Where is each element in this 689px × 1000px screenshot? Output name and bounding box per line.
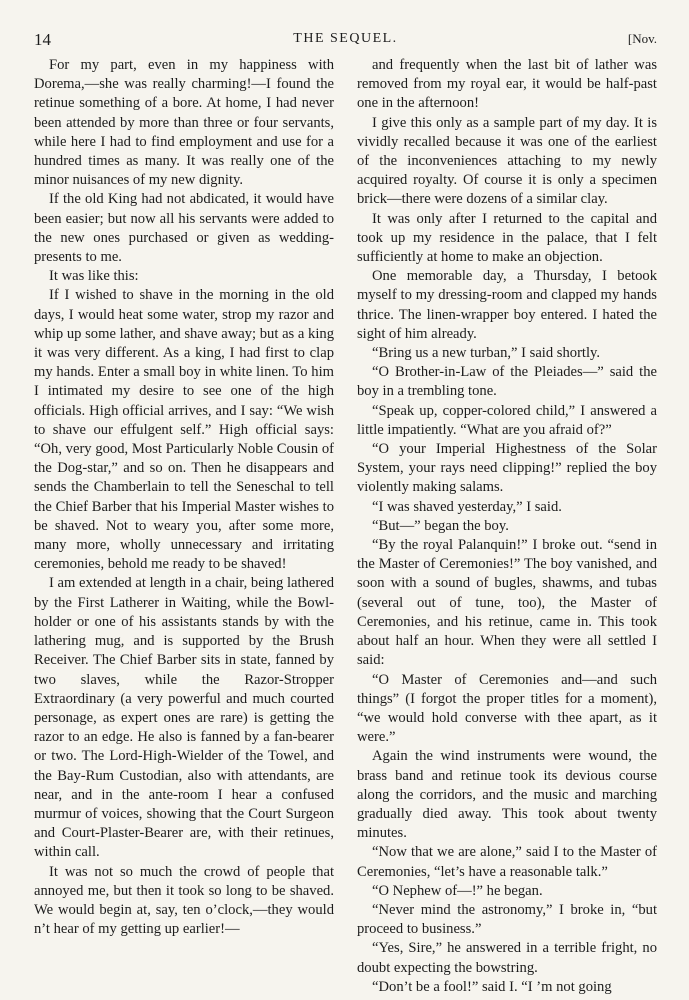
journal-title: THE SEQUEL. <box>293 31 398 46</box>
paragraph: Again the wind instruments were wound, the brass band and retinue took its devious course along the corridors, and the music and marching gradually died away. This took about twenty minutes. <box>357 748 657 842</box>
paragraph: One memorable day, a Thursday, I betook myself to my dressing-room and clapped my hands thrice. The linen-wrapper boy entered. I hated the sight of him already. <box>357 268 657 342</box>
paragraph: If the old King had not abdicated, it would have been easier; but now all his servants were added to the new ones purchased or given as wedding-presents to me. <box>34 191 334 266</box>
paragraph: “Don’t be a fool!” said I. “I ’m not going <box>372 978 612 995</box>
paragraph: “I was shaved yesterday,” I said. <box>372 498 562 515</box>
paragraph: “But—” began the boy. <box>372 517 509 534</box>
paragraph: and frequently when the last bit of lather was removed from my royal ear, it would be half-past one in the afternoon! <box>357 57 657 112</box>
paragraph: If I wished to shave in the morning in the old days, I would heat some water, strop my razor and whip up some lather, and shave away; but as a king it was very different. As a king, I had first to clap my hands. Enter a small boy in white linen. To him I intimated my desire to see one of the high officials. High official arrives, and I say: “We wish to shave our effulgent self.” High official says: “Oh, very good, Most Particularly Noble Cousin of the Dog-star,” and so on. Then he disappears and sends the Chamberlain to tell the Seneschal to tell the Chief Barber that his Imperial Master wishes to be shaved. Not to weary you, after some more, many more, wholly unnecessary and irritating ceremonies, behold me ready to be shaved! <box>34 287 334 573</box>
paragraph: I give this only as a sample part of my day. It is vividly recalled because it was one of the earliest of the inconveniences attaching to my newly acquired royalty. Of course it is only a specimen brick—there were dozens of a similar clay. <box>357 114 657 208</box>
paragraph: It was only after I returned to the capital and took up my residence in the palace, that I felt sufficiently at home to make an objection. <box>357 210 657 266</box>
text-columns <box>34 56 657 997</box>
paragraph: “Yes, Sire,” he answered in a terrible fright, no doubt expecting the bowstring. <box>357 940 657 976</box>
page-number: 14 <box>34 30 51 49</box>
running-head <box>34 26 657 56</box>
issue-month: [Nov. <box>627 31 657 46</box>
paragraph: “O Master of Ceremonies and—and such things” (I forgot the proper titles for a moment), “we would hold converse with thee apart, as it were.” <box>357 671 657 746</box>
paragraph: “Speak up, copper-colored child,” I answered a little impatiently. “What are you afraid of?” <box>357 402 657 438</box>
paragraph: “O Brother-in-Law of the Pleiades—” said the boy in a trembling tone. <box>357 364 657 400</box>
paragraph: I am extended at length in a chair, being lathered by the First Latherer in Waiting, while the Bowl-holder or one of his assistants stands by with the lathering mug, and is supported by the Brush Receiver. The Chief Barber sits in state, fanned by two slaves, while the Razor-Stropper Extraordinary (a very powerful and much courted personage, as expert ones are rare) is getting the razor to an edge. He also is fanned by a fan-bearer or two. The Lord-High-Wielder of the Towel, and the Bay-Rum Custodian, also with attendants, are near, and in the ante-room I hear a confused murmur of voices, showing that the Court Surgeon and Court-Plaster-Bearer are, with their retinues, within call. <box>34 575 334 861</box>
paragraph: “O your Imperial Highestness of the Solar System, your rays need clipping!” replied the boy violently making salams. <box>357 441 657 496</box>
paragraph: “By the royal Palanquin!” I broke out. “send in the Master of Ceremonies!” The boy vanished, and soon with a sound of bugles, shawms, and tubas (several out of tune, too), the Master of Ceremonies, and his retinue, came in. This took about half an hour. When they were all settled I said: <box>357 537 657 669</box>
left-column <box>34 56 334 997</box>
paragraph: It was not so much the crowd of people that annoyed me, but then it took so long to be shaved. We would begin at, say, ten o’clock,—they would n’t hear of my getting up earlier!— <box>34 863 334 938</box>
paragraph: For my part, even in my happiness with Dorema,—she was really charming!—I found the retinue something of a bore. At home, I had never been attended by more than three or four servants, while here I had to find employment and use for a hundred times as many. It was really one of the minor nuisances of my new dignity. <box>34 57 334 189</box>
paragraph: “Bring us a new turban,” I said shortly. <box>372 345 601 362</box>
right-column <box>357 56 657 997</box>
paragraph: “Now that we are alone,” said I to the Master of Ceremonies, “let’s have a reasonable talk.” <box>357 844 657 880</box>
paragraph: “O Nephew of—!” he began. <box>372 882 543 899</box>
paragraph: “Never mind the astronomy,” I broke in, “but proceed to business.” <box>357 901 657 938</box>
paragraph: It was like this: <box>49 268 139 285</box>
